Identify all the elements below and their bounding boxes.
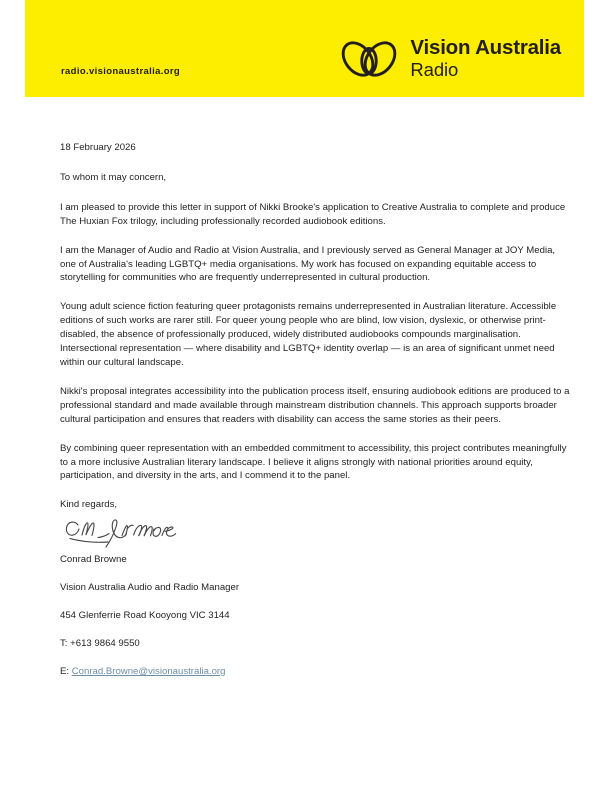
letter-paragraph: I am pleased to provide this letter in support of Nikki Brooke's application to Creative Australia to complete and produce The Huxian Fox trilogy, including professionally recorded audiobook editions.	[60, 201, 566, 227]
logo-line-radio: Radio	[410, 58, 459, 80]
letterhead-banner	[25, 0, 584, 97]
letter-body	[60, 141, 571, 679]
signatory-phone: T: +613 9864 9550	[60, 637, 140, 649]
letter-date: 18 February 2026	[60, 142, 136, 153]
letter-paragraph: Young adult science fiction featuring queer protagonists remains underrepresented in Australian literature. Accessible editions of such works are rarer still. For queer young people who are blind, low vision, dyslexic, or otherwise print-disabled, the absence of professionally produced, widely distributed audiobooks compounds marginalisation. Intersectional representation — where disability and LGBTQ+ identity overlap — is an area of significant unmet need within our cultural landscape.	[60, 301, 557, 368]
logo-wordmark	[410, 38, 561, 79]
signatory-email-link[interactable]: Conrad.Browne@visionaustralia.org	[71, 665, 226, 677]
letter-closing: Kind regards,	[60, 499, 118, 511]
two-overlapping-ellipses-icon	[337, 39, 401, 79]
vision-australia-radio-logo	[337, 38, 561, 79]
letter-paragraph: Nikki's proposal integrates accessibility into the publication process itself, ensuring audiobook editions are produced to a professional standard and made available through mainstream distribution channels. This approach supports broader cultural participation and ensures that readers with disability can access the same stories as their peers.	[60, 385, 570, 425]
logo-line-vision-australia: Vision Australia	[410, 36, 561, 59]
signatory-address: 454 Glenferrie Road Kooyong VIC 3144	[60, 610, 230, 622]
signatory-name: Conrad Browne	[60, 554, 127, 566]
letter-salutation: To whom it may concern,	[60, 171, 167, 183]
email-prefix-label: E:	[60, 665, 72, 677]
signatory-email-line	[60, 665, 571, 679]
handwritten-signature-image	[60, 516, 571, 550]
letterhead-website-url: radio.visionaustralia.org	[61, 66, 181, 77]
signatory-title: Vision Australia Audio and Radio Manager	[60, 582, 240, 594]
letter-paragraph: I am the Manager of Audio and Radio at Vision Australia, and I previously served as General Manager at JOY Media, one of Australia's leading LGBTQ+ media organisations. My work has focused on expanding equitable access to storytelling for communities who are frequently underrepresented in cultural production.	[60, 244, 556, 284]
letter-paragraph: By combining queer representation with an embedded commitment to accessibility, this project contributes meaningfully to a more inclusive Australian literary landscape. I believe it aligns strongly with national priorities around equity, participation, and diversity in the arts, and I commend it to the panel.	[60, 442, 567, 482]
